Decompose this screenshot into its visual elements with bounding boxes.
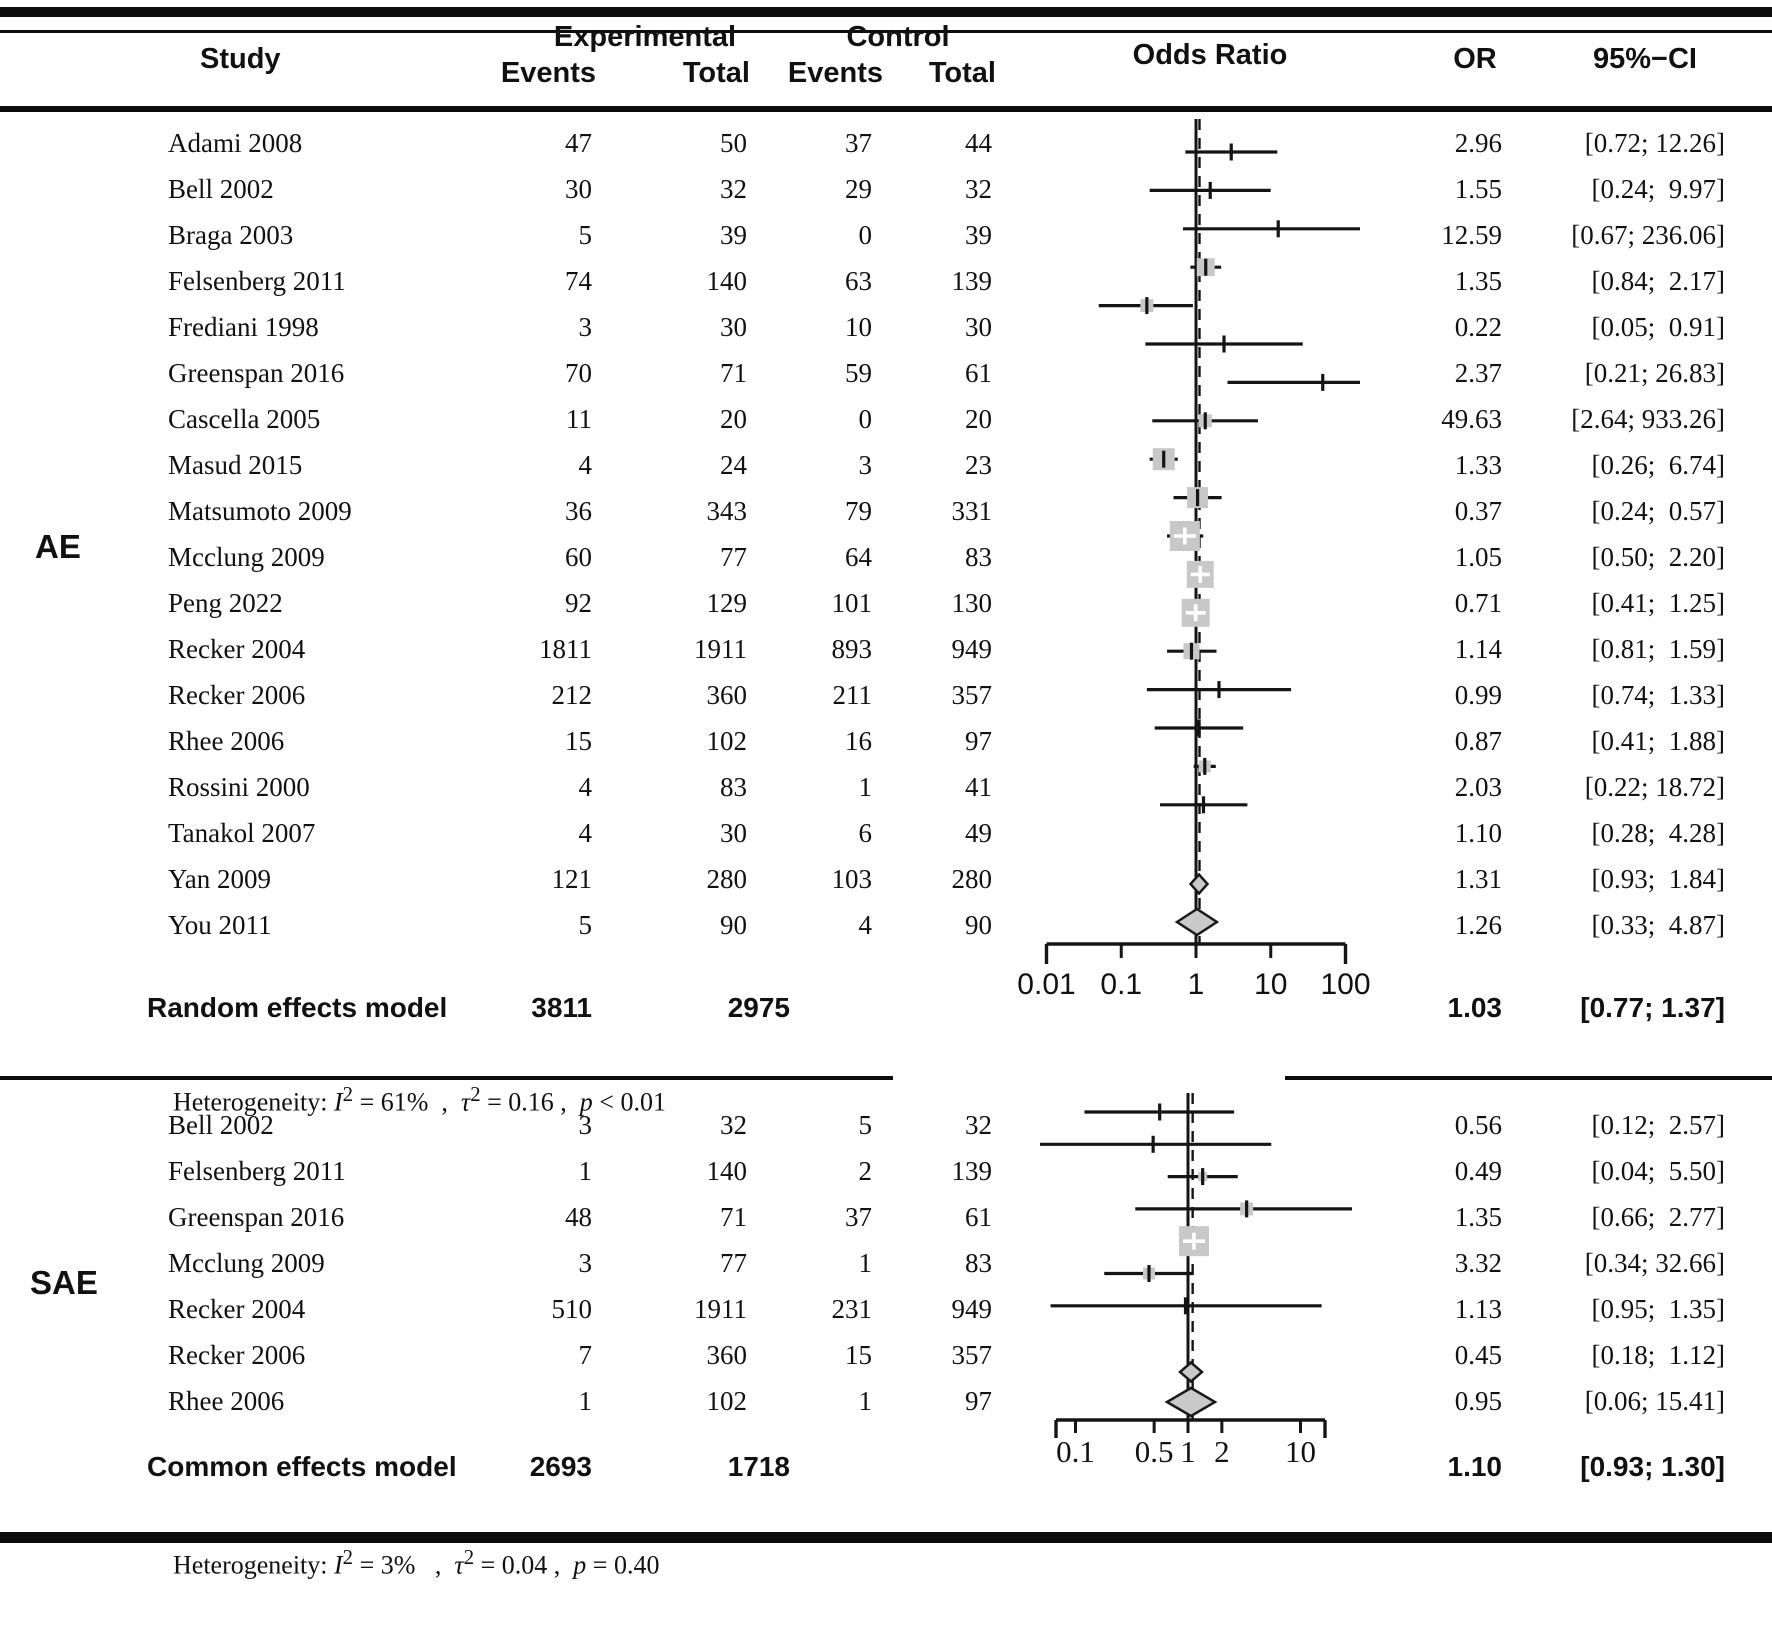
pooled-exp-total: 3811 (531, 992, 592, 1023)
ctrl-total: 30 (965, 312, 992, 342)
pooled-ctrl-total: 1718 (727, 1451, 790, 1482)
or-value: 0.95 (1454, 1386, 1502, 1416)
study-name: Adami 2008 (168, 128, 303, 158)
ctrl-events: 211 (832, 680, 872, 710)
ctrl-events: 2 (858, 1156, 872, 1186)
exp-total: 71 (720, 1202, 747, 1232)
exp-total: 140 (706, 1156, 747, 1186)
study-name: Cascella 2005 (168, 404, 321, 434)
ctrl-events: 15 (845, 1340, 872, 1370)
ci-value: [0.74; 1.33] (1591, 680, 1725, 710)
study-name: Rhee 2006 (168, 726, 285, 756)
pooled-model-label: Common effects model (147, 1451, 457, 1482)
exp-total: 102 (706, 1386, 747, 1416)
exp-events: 47 (565, 128, 592, 158)
study-name: Greenspan 2016 (168, 1202, 345, 1232)
header-exp-total: Total (682, 57, 750, 89)
ctrl-events: 103 (831, 864, 872, 894)
or-value: 2.96 (1454, 128, 1502, 158)
ctrl-total: 32 (965, 1110, 992, 1140)
axis-tick-label: 0.1 (1056, 1434, 1095, 1469)
or-value: 2.37 (1454, 358, 1502, 388)
exp-events: 74 (565, 266, 592, 296)
or-value: 0.22 (1454, 312, 1502, 342)
ctrl-total: 97 (965, 726, 992, 756)
exp-events: 4 (578, 450, 592, 480)
ci-value: [0.33; 4.87] (1591, 910, 1725, 940)
exp-total: 1911 (694, 1294, 747, 1324)
ci-value: [0.95; 1.35] (1591, 1294, 1725, 1324)
axis-tick-label: 0.5 (1134, 1434, 1174, 1469)
ctrl-total: 44 (965, 128, 992, 158)
exp-events: 4 (578, 772, 592, 802)
header-ci: 95%−CI (1593, 43, 1697, 75)
exp-total: 360 (706, 680, 747, 710)
exp-total: 83 (720, 772, 747, 802)
study-name: Matsumoto 2009 (168, 496, 352, 526)
ctrl-events: 1 (858, 1248, 872, 1278)
study-name: Recker 2006 (168, 680, 306, 710)
ctrl-total: 331 (951, 496, 992, 526)
axis-tick-label: 1 (1180, 1434, 1196, 1469)
exp-total: 1911 (694, 634, 747, 664)
ci-value: [2.64; 933.26] (1571, 404, 1725, 434)
exp-total: 30 (720, 818, 747, 848)
header-ctrl-total: Total (928, 57, 996, 89)
exp-total: 360 (706, 1340, 747, 1370)
exp-total: 343 (706, 496, 747, 526)
ctrl-total: 90 (965, 910, 992, 940)
study-name: Bell 2002 (168, 174, 274, 204)
pooled-ci-value: [0.77; 1.37] (1580, 992, 1725, 1023)
or-value: 49.63 (1441, 404, 1502, 434)
ctrl-total: 280 (951, 864, 992, 894)
ctrl-events: 59 (845, 358, 872, 388)
study-name: Felsenberg 2011 (168, 1156, 346, 1186)
exp-events: 92 (565, 588, 592, 618)
exp-events: 121 (551, 864, 592, 894)
ci-value: [0.41; 1.25] (1591, 588, 1725, 618)
or-value: 1.14 (1454, 634, 1502, 664)
exp-events: 3 (578, 1110, 592, 1140)
exp-total: 102 (706, 726, 747, 756)
pooled-or-value: 1.10 (1447, 1451, 1502, 1482)
header-odds-ratio: Odds Ratio (1132, 39, 1288, 71)
or-value: 1.35 (1454, 266, 1502, 296)
ctrl-events: 893 (831, 634, 872, 664)
ci-value: [0.06; 15.41] (1584, 1386, 1725, 1416)
ctrl-events: 3 (858, 450, 872, 480)
study-name: Recker 2004 (168, 634, 306, 664)
or-value: 0.71 (1454, 588, 1502, 618)
exp-events: 1 (578, 1156, 592, 1186)
ci-value: [0.26; 6.74] (1591, 450, 1725, 480)
exp-events: 30 (565, 174, 592, 204)
study-name: Greenspan 2016 (168, 358, 345, 388)
or-value: 0.45 (1454, 1340, 1502, 1370)
ci-value: [0.66; 2.77] (1591, 1202, 1725, 1232)
sae-heterogeneity: Heterogeneity: $I^2 = 3\%$ , $\tau^2 = 0.04$ , p = 0.40 (173, 1546, 660, 1580)
ctrl-total: 23 (965, 450, 992, 480)
exp-total: 39 (720, 220, 747, 250)
study-name: Frediani 1998 (168, 312, 319, 342)
ctrl-total: 130 (951, 588, 992, 618)
pooled-ctrl-total: 2975 (727, 992, 790, 1023)
or-value: 0.37 (1454, 496, 1502, 526)
ctrl-total: 139 (951, 1156, 992, 1186)
pooled-or-value: 1.03 (1447, 992, 1502, 1023)
ctrl-total: 357 (951, 1340, 992, 1370)
study-name: Tanakol 2007 (168, 818, 316, 848)
ctrl-total: 61 (965, 1202, 992, 1232)
ci-value: [0.72; 12.26] (1584, 128, 1725, 158)
ctrl-total: 41 (965, 772, 992, 802)
header-or: OR (1453, 43, 1497, 75)
study-name: Yan 2009 (168, 864, 272, 894)
ctrl-events: 4 (858, 910, 872, 940)
pooled-exp-total: 2693 (529, 1451, 592, 1482)
ci-value: [0.18; 1.12] (1591, 1340, 1725, 1370)
header-experimental: Experimental (553, 21, 737, 53)
ctrl-events: 6 (858, 818, 872, 848)
ci-value: [0.04; 5.50] (1591, 1156, 1725, 1186)
or-value: 1.31 (1454, 864, 1502, 894)
exp-total: 32 (720, 1110, 747, 1140)
exp-events: 5 (578, 910, 592, 940)
exp-events: 7 (578, 1340, 592, 1370)
or-value: 1.55 (1454, 174, 1502, 204)
or-value: 1.13 (1454, 1294, 1502, 1324)
axis-tick-label: 1 (1187, 968, 1205, 1001)
ci-value: [0.24; 9.97] (1591, 174, 1725, 204)
exp-total: 32 (720, 174, 747, 204)
study-name: Rossini 2000 (168, 772, 310, 802)
ctrl-total: 97 (965, 1386, 992, 1416)
or-value: 1.35 (1454, 1202, 1502, 1232)
study-name: Braga 2003 (168, 220, 294, 250)
or-value: 2.03 (1454, 772, 1502, 802)
ae-heterogeneity: Heterogeneity: $I^2 = 61\%$ , $\tau^2 = 0.16$ , p < 0.01 (173, 1083, 666, 1117)
header-study: Study (200, 43, 281, 75)
ctrl-total: 949 (951, 1294, 992, 1324)
pooled-diamond (1167, 1388, 1215, 1416)
exp-events: 1 (578, 1386, 592, 1416)
or-value: 1.10 (1454, 818, 1502, 848)
exp-total: 24 (720, 450, 747, 480)
exp-total: 50 (720, 128, 747, 158)
or-value: 1.33 (1454, 450, 1502, 480)
axis-tick-label: 0.01 (1017, 968, 1076, 1001)
exp-total: 280 (706, 864, 747, 894)
header-exp-events: Events (500, 57, 596, 89)
or-value: 12.59 (1441, 220, 1502, 250)
ctrl-events: 63 (845, 266, 872, 296)
pooled-ci-value: [0.93; 1.30] (1580, 1451, 1725, 1482)
study-name: Felsenberg 2011 (168, 266, 346, 296)
exp-events: 1811 (539, 634, 592, 664)
axis-tick-label: 10 (1285, 1434, 1316, 1469)
exp-total: 129 (706, 588, 747, 618)
ctrl-events: 101 (831, 588, 872, 618)
exp-events: 60 (565, 542, 592, 572)
ci-value: [0.34; 32.66] (1584, 1248, 1725, 1278)
ci-value: [0.67; 236.06] (1571, 220, 1725, 250)
or-value: 0.56 (1454, 1110, 1502, 1140)
study-name: Peng 2022 (168, 588, 283, 618)
exp-events: 212 (551, 680, 592, 710)
exp-total: 20 (720, 404, 747, 434)
ci-value: [0.28; 4.28] (1591, 818, 1725, 848)
exp-events: 70 (565, 358, 592, 388)
ci-value: [0.21; 26.83] (1584, 358, 1725, 388)
exp-events: 4 (578, 818, 592, 848)
exp-total: 77 (720, 1248, 747, 1278)
ci-value: [0.12; 2.57] (1591, 1110, 1725, 1140)
ctrl-events: 64 (845, 542, 872, 572)
ci-value: [0.24; 0.57] (1591, 496, 1725, 526)
study-name: Recker 2006 (168, 1340, 306, 1370)
group-label-sae: SAE (30, 1264, 98, 1301)
axis-tick-label: 0.1 (1100, 968, 1143, 1001)
ctrl-total: 32 (965, 174, 992, 204)
exp-total: 77 (720, 542, 747, 572)
ci-value: [0.84; 2.17] (1591, 266, 1725, 296)
ctrl-total: 83 (965, 1248, 992, 1278)
pooled-model-label: Random effects model (147, 992, 448, 1023)
ctrl-total: 83 (965, 542, 992, 572)
ctrl-events: 37 (845, 128, 872, 158)
exp-events: 15 (565, 726, 592, 756)
axis-tick-label: 100 (1320, 968, 1371, 1001)
study-name: Rhee 2006 (168, 1386, 285, 1416)
ctrl-events: 29 (845, 174, 872, 204)
study-name: You 2011 (168, 910, 272, 940)
ctrl-total: 139 (951, 266, 992, 296)
ctrl-events: 0 (858, 404, 872, 434)
or-value: 0.99 (1454, 680, 1502, 710)
or-value: 3.32 (1454, 1248, 1502, 1278)
exp-events: 3 (578, 1248, 592, 1278)
ctrl-total: 949 (951, 634, 992, 664)
ci-value: [0.81; 1.59] (1591, 634, 1725, 664)
study-name: Mcclung 2009 (168, 1248, 325, 1278)
exp-events: 510 (551, 1294, 592, 1324)
header-ctrl-events: Events (787, 57, 883, 89)
ctrl-events: 1 (858, 772, 872, 802)
ci-value: [0.22; 18.72] (1584, 772, 1725, 802)
exp-total: 90 (720, 910, 747, 940)
axis-tick-label: 10 (1254, 968, 1288, 1001)
exp-events: 3 (578, 312, 592, 342)
ctrl-events: 5 (858, 1110, 872, 1140)
ctrl-total: 61 (965, 358, 992, 388)
or-value: 1.26 (1454, 910, 1502, 940)
axis-tick-label: 2 (1214, 1434, 1230, 1469)
ctrl-events: 16 (845, 726, 872, 756)
or-value: 1.05 (1454, 542, 1502, 572)
study-name: Mcclung 2009 (168, 542, 325, 572)
or-value: 0.49 (1454, 1156, 1502, 1186)
exp-total: 71 (720, 358, 747, 388)
exp-total: 140 (706, 266, 747, 296)
ctrl-events: 37 (845, 1202, 872, 1232)
exp-events: 5 (578, 220, 592, 250)
exp-events: 48 (565, 1202, 592, 1232)
ci-value: [0.41; 1.88] (1591, 726, 1725, 756)
study-name: Masud 2015 (168, 450, 303, 480)
ctrl-total: 20 (965, 404, 992, 434)
or-value: 0.87 (1454, 726, 1502, 756)
exp-events: 11 (566, 404, 592, 434)
ctrl-total: 39 (965, 220, 992, 250)
group-label-ae: AE (35, 528, 81, 565)
secondary-pooled-diamond (1191, 875, 1208, 894)
ctrl-events: 1 (858, 1386, 872, 1416)
study-name: Recker 2004 (168, 1294, 306, 1324)
pooled-diamond (1177, 909, 1217, 935)
ctrl-events: 231 (831, 1294, 872, 1324)
ctrl-total: 49 (965, 818, 992, 848)
ctrl-events: 10 (845, 312, 872, 342)
header-control: Control (846, 21, 950, 53)
ci-value: [0.05; 0.91] (1591, 312, 1725, 342)
ctrl-events: 79 (845, 496, 872, 526)
ctrl-total: 357 (951, 680, 992, 710)
study-name: Bell 2002 (168, 1110, 274, 1140)
ci-value: [0.50; 2.20] (1591, 542, 1725, 572)
secondary-pooled-diamond (1180, 1363, 1202, 1382)
ci-value: [0.93; 1.84] (1591, 864, 1725, 894)
ctrl-events: 0 (858, 220, 872, 250)
exp-total: 30 (720, 312, 747, 342)
exp-events: 36 (565, 496, 592, 526)
